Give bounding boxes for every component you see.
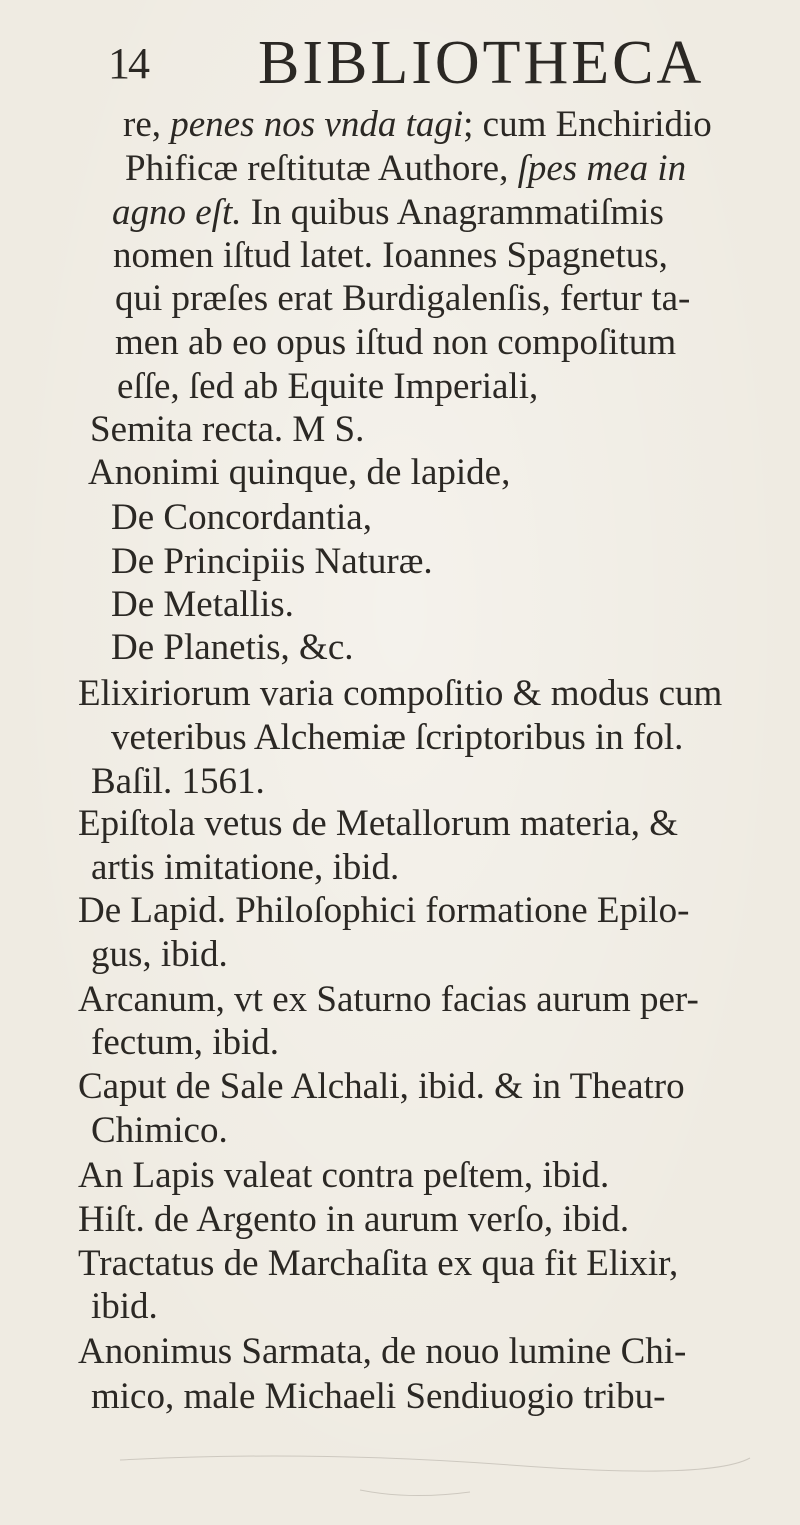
text-segment: ; cum Enchiridio bbox=[463, 104, 712, 145]
text-line bbox=[111, 583, 294, 627]
text-segment: re, bbox=[123, 104, 171, 145]
text-segment: Hiſt. de Argento in aurum verſo, ibid. bbox=[78, 1199, 630, 1240]
text-segment: De Lapid. Philoſophici formatione Epilo- bbox=[78, 890, 690, 931]
text-segment: Phificæ reſtitutæ Authore, bbox=[125, 148, 518, 189]
text-line bbox=[78, 1330, 686, 1374]
text-line bbox=[78, 1242, 678, 1286]
text-line bbox=[117, 365, 538, 409]
text-segment: men ab eo opus iſtud non compoſitum bbox=[115, 322, 677, 363]
text-line bbox=[78, 802, 678, 846]
text-segment: artis imitatione, ibid. bbox=[91, 847, 400, 888]
text-segment: nomen iſtud latet. Ioannes Spagnetus, bbox=[113, 235, 668, 276]
text-line bbox=[111, 540, 433, 584]
text-line bbox=[78, 1198, 629, 1242]
text-segment: Semita recta. M S. bbox=[90, 409, 365, 450]
text-segment: Baſil. 1561. bbox=[91, 761, 265, 802]
text-segment: gus, ibid. bbox=[91, 934, 228, 975]
text-line bbox=[78, 1154, 609, 1198]
text-line bbox=[111, 626, 354, 670]
text-segment: Anonimus Sarmata, de nouo lumine Chi- bbox=[78, 1331, 687, 1372]
text-segment: Elixiriorum varia compoſitio & modus cum bbox=[78, 673, 723, 714]
italic-segment: ſpes mea in bbox=[517, 148, 687, 189]
text-line bbox=[91, 846, 399, 890]
text-segment: In quibus Anagrammatiſmis bbox=[241, 192, 664, 233]
text-line bbox=[91, 1375, 665, 1419]
italic-segment: penes nos vnda tagi bbox=[170, 104, 464, 145]
text-line bbox=[113, 234, 668, 278]
page-number: 14 bbox=[108, 39, 148, 88]
text-segment: Chimico. bbox=[91, 1110, 228, 1151]
page-smudge bbox=[110, 1440, 760, 1510]
text-line bbox=[123, 103, 712, 147]
text-segment: eſſe, ſed ab Equite Imperiali, bbox=[117, 366, 539, 407]
text-segment: ibid. bbox=[91, 1286, 158, 1327]
running-title: BIBLIOTHECA bbox=[258, 29, 705, 97]
text-line bbox=[91, 1285, 158, 1329]
text-line bbox=[91, 1109, 228, 1153]
text-segment: Epiſtola vetus de Metallorum materia, & bbox=[78, 803, 679, 844]
text-segment: De Planetis, &c. bbox=[111, 627, 354, 668]
text-segment: qui præſes erat Burdigalenſis, fertur ta- bbox=[115, 278, 691, 319]
text-line bbox=[78, 889, 689, 933]
text-line bbox=[90, 408, 364, 452]
text-segment: De Principiis Naturæ. bbox=[111, 541, 433, 582]
text-segment: Caput de Sale Alchali, ibid. & in Theatro bbox=[78, 1066, 685, 1107]
text-line bbox=[78, 672, 722, 716]
text-line bbox=[91, 760, 265, 804]
text-line bbox=[78, 978, 699, 1022]
text-line bbox=[125, 147, 686, 191]
text-line bbox=[115, 277, 690, 321]
text-line bbox=[91, 933, 228, 977]
text-line bbox=[115, 321, 676, 365]
text-line bbox=[78, 1065, 685, 1109]
text-segment: mico, male Michaeli Sendiuogio tribu- bbox=[91, 1376, 666, 1417]
text-segment: Tractatus de Marchaſita ex qua fit Elixir, bbox=[78, 1243, 679, 1284]
text-line bbox=[111, 716, 683, 760]
text-line bbox=[111, 496, 372, 540]
text-segment: De Concordantia, bbox=[111, 497, 372, 538]
text-segment: De Metallis. bbox=[111, 584, 294, 625]
text-segment: veteribus Alchemiæ ſcriptoribus in fol. bbox=[111, 717, 684, 758]
text-line bbox=[88, 451, 510, 495]
text-segment: Arcanum, vt ex Saturno facias aurum per- bbox=[78, 979, 699, 1020]
text-line bbox=[112, 191, 664, 235]
text-segment: fectum, ibid. bbox=[91, 1022, 280, 1063]
text-segment: Anonimi quinque, de lapide, bbox=[88, 452, 511, 493]
text-line bbox=[91, 1021, 279, 1065]
italic-segment: agno eſt. bbox=[112, 192, 242, 233]
page-header bbox=[108, 28, 768, 98]
text-segment: An Lapis valeat contra peſtem, ibid. bbox=[78, 1155, 610, 1196]
